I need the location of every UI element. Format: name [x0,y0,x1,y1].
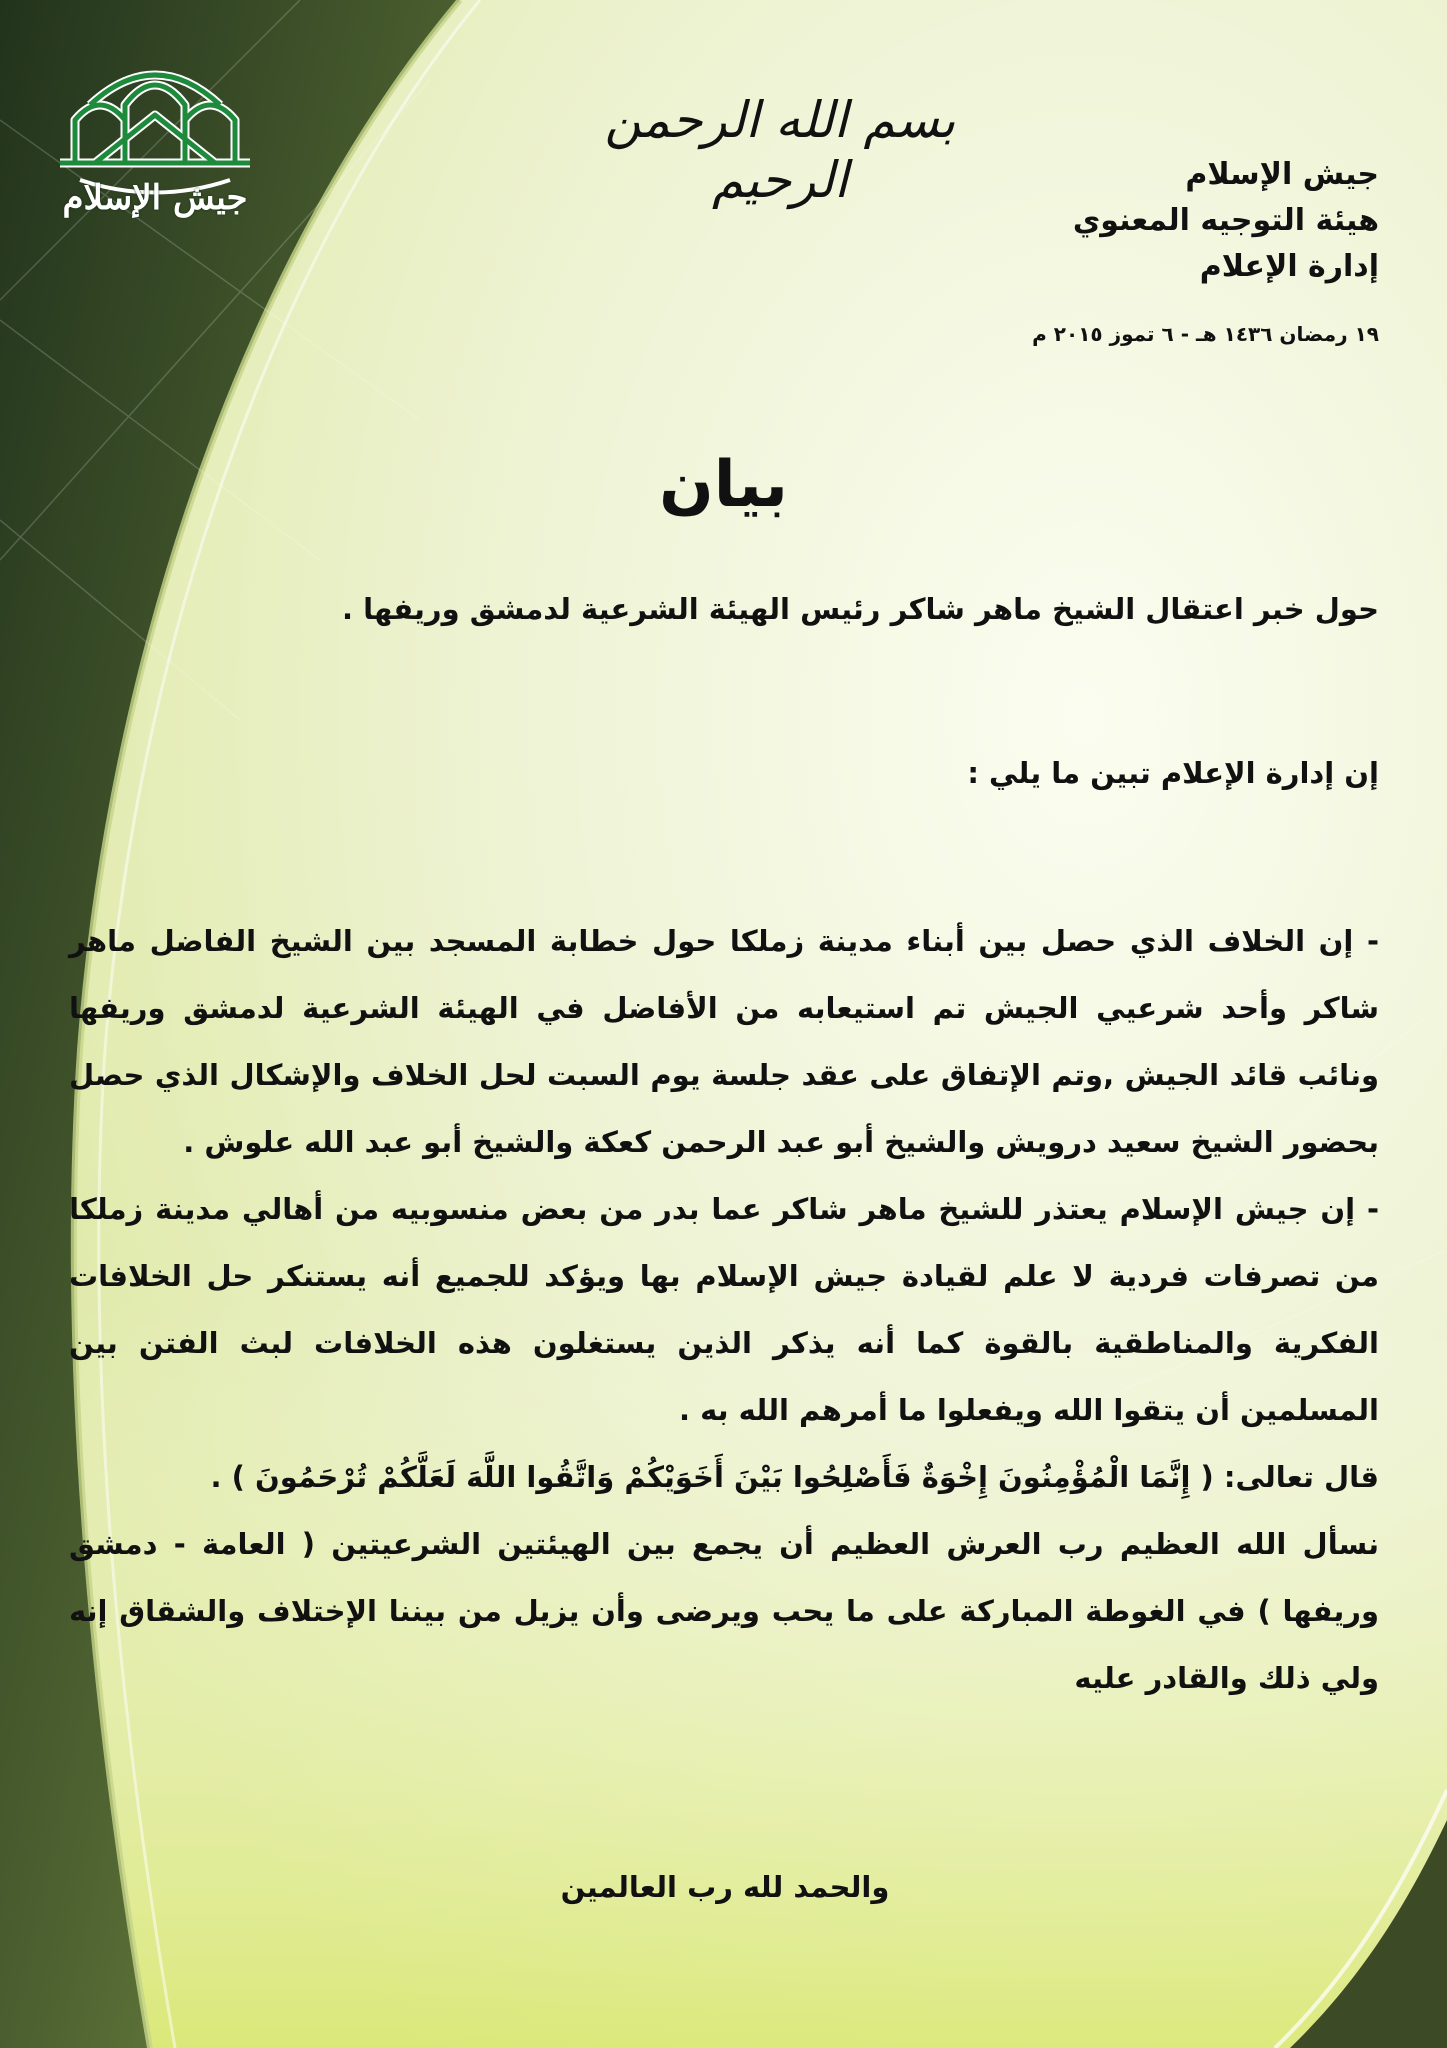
statement-intro: إن إدارة الإعلام تبين ما يلي : [967,756,1379,790]
org-name: جيش الإسلام [1185,157,1379,192]
paragraph-reconciliation: - إن الخلاف الذي حصل بين أبناء مدينة زملكا حول خطابة المسجد بين الشيخ الفاضل ماهر شاكر وأحد شرعيي الجيش تم استيعابه من الأفاضل في الهيئة الشرعية لدمشق وريفها ونائب قائد الجيش ,وتم الإتفاق على عقد جلسة يوم السبت لحل الخلاف والإشكال الذي حصل بحضور الشيخ سعيد درويش والشيخ أبو عبد الرحمن كعكة والشيخ أبو عبد الله علوش . [69,924,1379,1159]
statement-subject: حول خبر اعتقال الشيخ ماهر شاكر رئيس الهيئة الشرعية لدمشق وريفها . [341,592,1379,626]
page-title: بيان [659,448,788,522]
org-office: إدارة الإعلام [1199,249,1379,284]
closing-line: والحمد لله رب العالمين [560,1870,890,1904]
org-department: هيئة التوجيه المعنوي [1072,203,1379,238]
basmala: بسم الله الرحمن الرحيم [604,91,956,209]
paragraph-quran-verse: قال تعالى: ( إِنَّمَا الْمُؤْمِنُونَ إِخْوَةٌ فَأَصْلِحُوا بَيْنَ أَخَوَيْكُمْ وَاتَّقُوا اللَّهَ لَعَلَّكُمْ تُرْحَمُونَ ) . [210,1460,1379,1494]
statement-body [69,908,1379,1712]
paragraph-apology: - إن جيش الإسلام يعتذر للشيخ ماهر شاكر عما بدر من بعض منسوبيه من أهالي مدينة زملكا من تصرفات فردية لا علم لقيادة جيش الإسلام بها ويؤكد للجميع أنه يستنكر حل الخلافات الفكرية والمناطقية بالقوة كما أنه يذكر الذين يستغلون هذه الخلافات لبث الفتن بين المسلمين أن يتقوا الله ويفعلوا ما أمرهم الله به . [69,1192,1379,1427]
paragraph-prayer: نسأل الله العظيم رب العرش العظيم أن يجمع بين الهيئتين الشرعيتين ( العامة - دمشق وريفها ) في الغوطة المباركة على ما يحب ويرضى وأن يزيل من بيننا الإختلاف والشقاق إنه ولي ذلك والقادر عليه [69,1527,1379,1695]
logo-text: جيش الإسلام [62,178,248,218]
statement-date: ١٩ رمضان ١٤٣٦ هـ - ٦ تموز ٢٠١٥ م [1032,322,1379,346]
organization-header [1073,152,1379,290]
